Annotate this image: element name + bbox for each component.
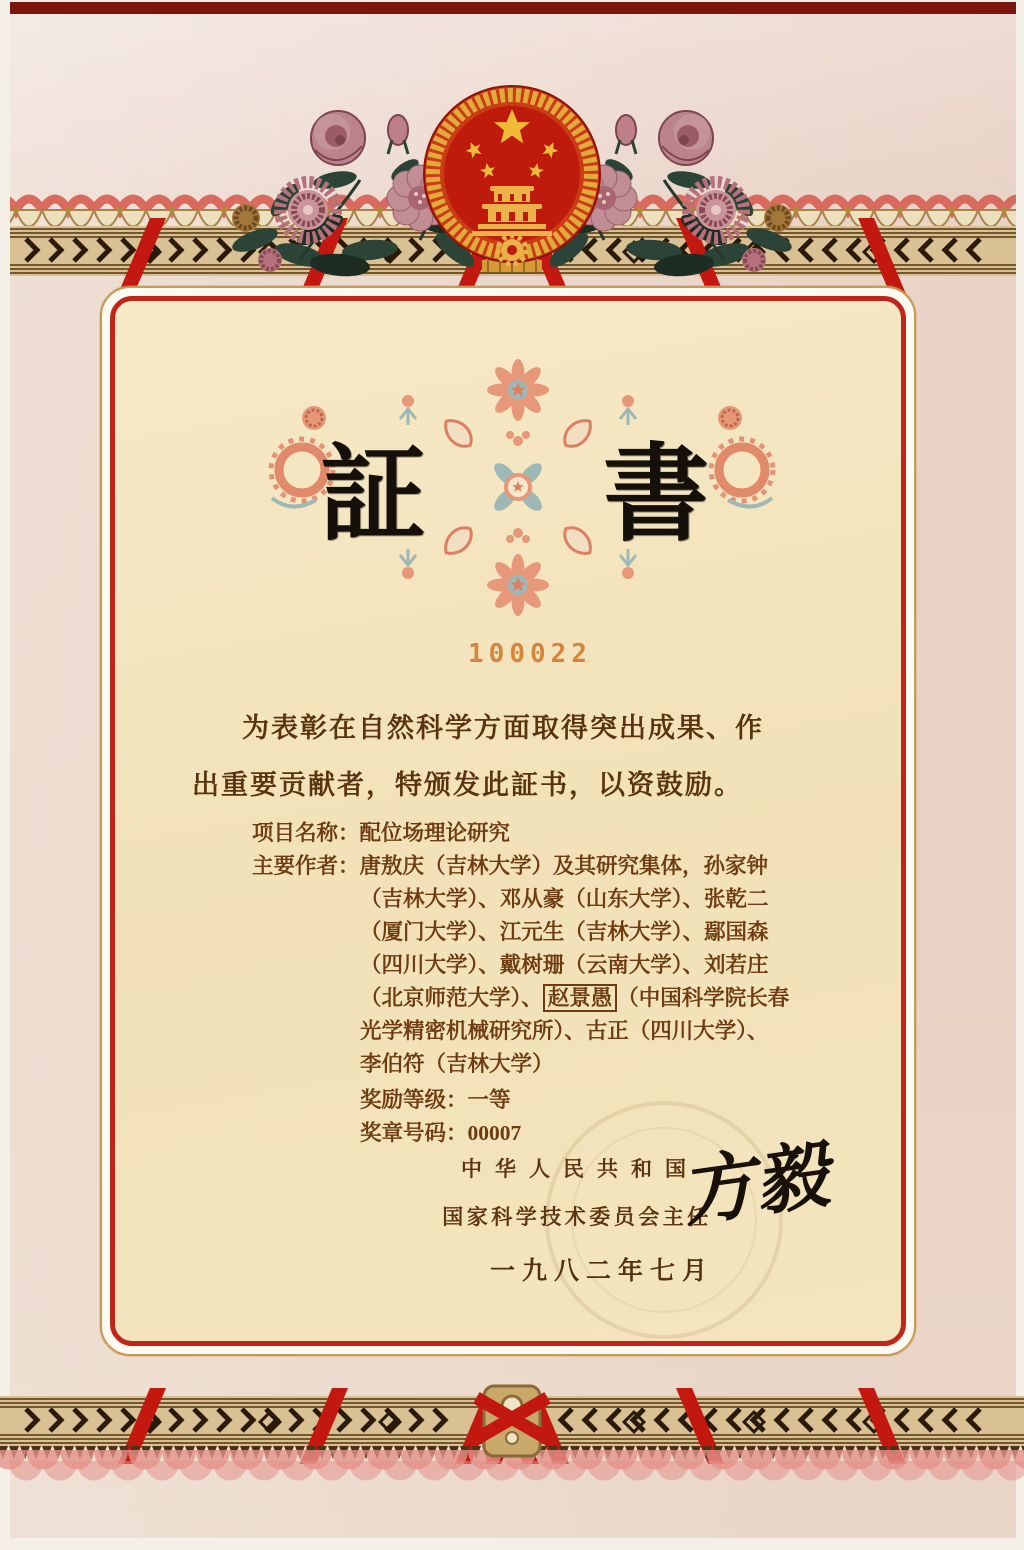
citation-paragraph: [192, 700, 882, 814]
project-value: 配位场理论研究: [359, 821, 511, 845]
boxed-author-name: 赵景愚: [543, 984, 618, 1012]
medal-value: 00007: [467, 1121, 522, 1145]
title-char-right: 書: [603, 431, 709, 556]
authors-line-5-pre: （北京师范大学）、: [360, 986, 543, 1010]
top-red-strip: [0, 2, 1024, 14]
project-field: [252, 818, 510, 848]
authors-field-line-1: [252, 851, 768, 881]
authors-field-line-5: [360, 983, 789, 1013]
photo-edge-right: [1016, 0, 1024, 1550]
serial-number: 100022: [468, 639, 592, 669]
signature-fang-yi: 方毅: [675, 1131, 834, 1238]
issuer-authority: 国家科学技术委员会主任: [442, 1205, 712, 1229]
citation-line-2: 出重要贡献者，特颁发此証书，以资鼓励。: [192, 770, 743, 800]
project-label: 项目名称：: [252, 821, 360, 845]
issue-date: 一九八二年七月: [489, 1258, 714, 1285]
authors-field-line-6: 光学精密机械研究所）、古正（四川大学）、: [360, 1019, 769, 1043]
photo-edge-left: [0, 0, 10, 1550]
grade-field: [360, 1085, 511, 1115]
medal-label: 奖章号码：: [360, 1121, 468, 1145]
authors-line-5-post: （中国科学院长春: [617, 986, 790, 1010]
authors-field-line-3: （厦门大学）、江元生（吉林大学）、鄢国森: [360, 920, 769, 944]
grade-label: 奖励等级：: [360, 1088, 468, 1112]
title-char-left: 証: [320, 431, 426, 556]
citation-line-1: 为表彰在自然科学方面取得突出成果、作: [242, 713, 764, 743]
authors-label: 主要作者：: [252, 854, 360, 878]
authors-field-line-2: （吉林大学）、邓从豪（山东大学）、张乾二: [360, 887, 769, 911]
authors-field-line-7: 李伯符（吉林大学）: [360, 1052, 554, 1076]
photo-edge-bottom: [0, 1538, 1024, 1550]
medal-field: [360, 1118, 521, 1148]
certificate-panel: [100, 286, 916, 1356]
certificate-panel-inner: [110, 296, 906, 1346]
bottom-center-ornament-icon: [476, 1380, 548, 1466]
authors-field-line-4: （四川大学）、戴树珊（云南大学）、刘若庄: [360, 953, 769, 977]
issuer-country: 中华人民共和国: [461, 1157, 699, 1181]
authors-line-1: 唐敖庆（吉林大学）及其研究集体，孙家钟: [359, 854, 769, 878]
national-emblem-icon: [408, 74, 616, 289]
grade-value: 一等: [467, 1088, 511, 1112]
